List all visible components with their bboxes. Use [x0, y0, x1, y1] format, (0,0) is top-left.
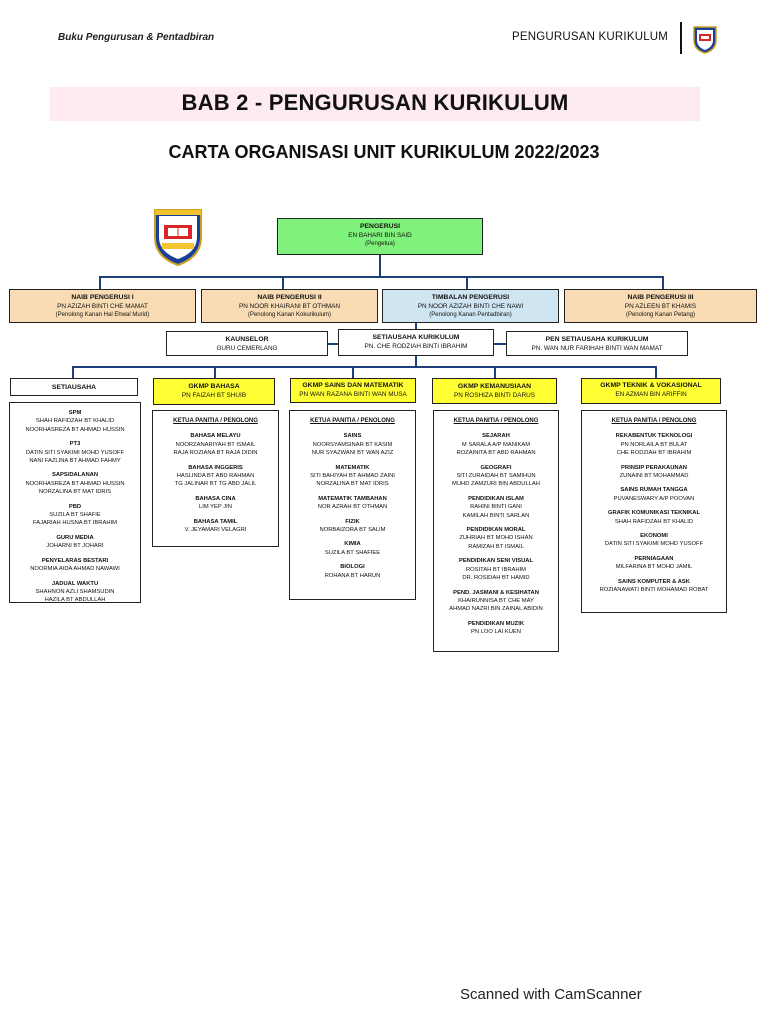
head-name: PN WAN RAZANA BINTI WAN MUSA [299, 391, 407, 398]
deputy-role: NAIB PENGERUSI III [627, 294, 694, 301]
deputy-name: PN NOOR KHAIRANI BT OTHMAN [238, 303, 341, 310]
list-member-name: PN NORLAILA BT BULAT [620, 441, 688, 448]
list-member-name: NOORMIA AIDA AHMAD NAWAWI [30, 566, 120, 573]
list-member-name: SUZILA BT SHAFIE [49, 512, 101, 519]
list-section-title: PRINSIP PERAKAUNAN [621, 464, 687, 471]
deputy-box [9, 289, 196, 323]
list-member-name: NOORHASREZA BT AHMAD HUSSIN [25, 480, 125, 487]
deputy-box [564, 289, 757, 323]
list-section-title: PERNIAGAAN [634, 555, 674, 562]
asst-secretary-role: PEN SETIAUSAHA KURIKULUM [545, 336, 649, 343]
list-section-title: GRAFIK KOMUNIKASI TEKNIKAL [607, 510, 701, 517]
connector-line [494, 343, 506, 345]
list-section-title: BIOLOGI [340, 564, 365, 571]
header-left-text: Buku Pengurusan & Pentadbiran [58, 32, 215, 43]
list-member-name: NOORHASREZA BT AHMAD HUSSIN [25, 426, 125, 433]
list-member-name: KAMILAH BINTI SARLAN [462, 512, 530, 519]
list-section-title: SPM [68, 410, 82, 416]
list-member-name: NUR SYAZWANI BT WAN AZIZ [311, 450, 394, 457]
list-member-name: SHAH RAFIDZAH BT KHALID [614, 518, 694, 525]
deputy-box [382, 289, 559, 323]
list-member-name: RAMIZAH BT ISMAIL [468, 543, 524, 550]
secretary-role: SETIAUSAHA KURIKULUM [372, 334, 460, 341]
counselor-box [166, 331, 328, 356]
list-section-title: PT3 [69, 441, 81, 448]
deputy-note: (Penolong Kanan Hal Ehwal Murid) [55, 312, 150, 318]
deputy-name: PN NOOR AZIZAH BINTI CHE NAWI [417, 303, 524, 310]
list-section-title: BAHASA MELAYU [190, 433, 241, 440]
list-member-name: LIM YEP JIN [199, 504, 232, 511]
list-section-title: SAINS RUMAH TANGGA [620, 487, 688, 494]
list-member-name: NORBAIZORA BT SALIM [319, 527, 386, 534]
head-role: GKMP TEKNIK & VOKASIONAL [600, 382, 702, 389]
chair-note: (Pengetua) [365, 241, 395, 247]
list-section-title: SAPS/DALANAN [51, 472, 99, 479]
head-name: PN ROSHIZA BINTI DARUS [454, 392, 535, 399]
list-member-name: SHAHNON AZLI SHAMSUDIN [35, 588, 115, 595]
list-section-title: PEND. JASMANI & KESIHATAN [453, 589, 539, 596]
list-section-title: GURU MEDIA [56, 534, 94, 541]
list-section-title: GEOGRAFI [480, 464, 512, 471]
head-box-sains [290, 378, 416, 403]
chair-role: PENGERUSI [359, 223, 401, 230]
deputy-note: (Penolong Kanan Petang) [625, 312, 696, 318]
head-name: EN AZMAN BIN ARIFFIN [615, 391, 687, 398]
school-crest-icon [152, 207, 204, 267]
page-subtitle: CARTA ORGANISASI UNIT KURIKULUM 2022/2023 [168, 142, 600, 162]
list-header: KETUA PANITIA / PENOLONG [310, 418, 395, 424]
list-member-name: HASLINDA BT ABD RAHMAN [176, 473, 255, 480]
list-member-name: M SARALA A/P MANIKAM [461, 441, 531, 448]
list-header: KETUA PANITIA / PENOLONG [611, 418, 697, 424]
list-member-name: JOHARNI BT JOHARI [46, 543, 104, 550]
list-member-name: KHAIRUNNISA BT CHE MAY [458, 597, 534, 604]
list-member-name: NORZALINA BT MAT IDRIS [38, 489, 112, 496]
list-section-title: KIMIA [344, 541, 361, 548]
list-member-name: ROZAINITA BT ABD RAHMAN [456, 450, 536, 457]
connector-line [99, 276, 101, 289]
asst-secretary-name: PN. WAN NUR FARIHAH BINTI WAN MAMAT [531, 345, 663, 352]
deputy-role: NAIB PENGERUSI II [257, 294, 322, 301]
kemanusiaan-list [433, 410, 559, 652]
list-member-name: FAJARIAH HUSNA BT IBRAHIM [33, 520, 117, 527]
list-section-title: MATEMATIK [335, 464, 370, 471]
list-member-name: DR. ROSIDAH BT HAMID [462, 575, 530, 582]
list-member-name: MILFARINA BT MOHD JAMIL [615, 564, 693, 571]
list-section-title: SAINS [343, 433, 362, 440]
list-member-name: NORZALINA BT MAT IDRIS [316, 481, 389, 488]
deputy-role: TIMBALAN PENGERUSI [431, 294, 510, 301]
connector-line [282, 276, 284, 289]
connector-line [352, 366, 354, 378]
school-crest-icon [690, 24, 720, 54]
list-section-title: PBD [68, 503, 82, 510]
header-right-text: PENGURUSAN KURIKULUM [512, 31, 669, 43]
list-member-name: DATIN SITI SYAKIMI MOHD YUSOFF [25, 449, 125, 456]
head-name: PN FAIZAH BT SHUIB [181, 392, 247, 399]
list-member-name: SITI ZURAIDAH BT SAMIHUN [456, 473, 536, 480]
deputy-name: PN AZLEEN BT KHAMIS [624, 303, 697, 310]
deputy-note: (Penolong Kanan Kokurikulum) [247, 312, 332, 318]
list-member-name: SHAH RAFIDZAH BT KHALID [35, 418, 115, 425]
list-header: KETUA PANITIA / PENOLONG [173, 418, 258, 424]
list-member-name: ROHANA BT HARUN [324, 572, 381, 579]
list-section-title: PENDIDIKAN SENI VISUAL [458, 558, 534, 565]
head-box-bahasa [153, 378, 275, 405]
list-member-name: RAHINI BINTI GANI [470, 504, 522, 511]
connector-line [662, 276, 664, 289]
list-section-title: SAINS KOMPUTER & ASK [618, 578, 690, 585]
setiausaha-list [9, 402, 141, 603]
list-member-name: ZUNAINI BT MOHAMMAD [619, 473, 689, 480]
connector-line [72, 366, 656, 368]
connector-line [72, 366, 74, 378]
list-section-title: PENDIDIKAN MUZIK [467, 620, 525, 627]
head-role: GKMP SAINS DAN MATEMATIK [302, 382, 404, 389]
list-member-name: SUZILA BT SHAFIEE [324, 549, 381, 556]
bahasa-list [152, 410, 279, 547]
list-member-name: PN LOO LAI KUEN [471, 629, 521, 636]
list-member-name: HAZILA BT ABDULLAH [44, 597, 106, 604]
chair-box [277, 218, 483, 255]
head-box-teknik [581, 378, 721, 404]
asst-secretary-box [506, 331, 688, 356]
list-member-name: NOORSYAMSINAR BT KASIM [312, 441, 393, 448]
list-member-name: SITI BAHIYAH BT AHMAD ZAINI [310, 473, 395, 480]
sains-list [289, 410, 416, 600]
list-member-name: ZUHRIAH BT MOHD ISHAN [459, 535, 533, 542]
counselor-role: KAUNSELOR [225, 336, 269, 343]
page-title: BAB 2 - PENGURUSAN KURIKULUM [181, 90, 569, 115]
list-section-title: MATEMATIK TAMBAHAN [318, 495, 387, 502]
connector-line [379, 255, 381, 277]
deputy-role: NAIB PENGERUSI I [71, 294, 134, 301]
scanner-watermark: Scanned with CamScanner [460, 986, 642, 1003]
list-member-name: DATIN SITI SYAKIMI MOHD YUSOFF [604, 541, 704, 548]
list-member-name: CHE RODZIAH BT IBRAHIM [616, 450, 692, 457]
list-member-name: MUHD ZAMZURI BIN ABDULLAH [452, 481, 540, 488]
list-section-title: JADUAL WAKTU [51, 580, 99, 587]
list-member-name: AHMAD NAZRI BIN ZAINAL ABIDIN [449, 606, 543, 613]
connector-line [214, 366, 216, 378]
list-header: KETUA PANITIA / PENOLONG [453, 418, 539, 424]
counselor-name: GURU CEMERLANG [216, 345, 278, 352]
connector-line [99, 276, 663, 278]
list-member-name: NOR AZRAH BT OTHMAN [317, 504, 388, 511]
list-section-title: SEJARAH [482, 433, 510, 440]
connector-line [655, 366, 657, 378]
list-member-name: PUVANESWARY A/P POOVAN [613, 495, 695, 502]
list-section-title: BAHASA TAMIL [193, 518, 238, 525]
connector-line [494, 366, 496, 378]
list-section-title: REKABENTUK TEKNOLOGI [615, 433, 693, 440]
deputy-name: PN AZIZAH BINTI CHE MAMAT [57, 303, 148, 310]
chair-name: EN BAHARI BIN SAID [348, 232, 412, 239]
list-member-name: RAJA ROZIANA BT RAJA DIDIN [173, 450, 258, 457]
connector-line [328, 343, 338, 345]
header-divider [680, 22, 682, 54]
list-section-title: BAHASA INGGERIS [188, 464, 243, 471]
list-member-name: ROZIANAWATI BINTI MOHAMAD ROBAT [599, 587, 709, 594]
secretary-name: PN. CHE RODZIAH BINTI IBRAHIM [364, 343, 468, 350]
deputy-box [201, 289, 378, 323]
head-role: SETIAUSAHA [51, 384, 97, 391]
head-role: GKMP BAHASA [188, 383, 240, 390]
list-section-title: PENDIDIKAN ISLAM [468, 495, 524, 502]
list-member-name: ROSITAH BT IBRAHIM [465, 566, 526, 573]
list-section-title: PENYELARAS BESTARI [41, 557, 109, 564]
list-member-name: TG JALINAR BT TG ABD JALIL [174, 481, 257, 488]
list-member-name: NOORZANARIYAH BT ISMAIL [175, 441, 256, 448]
connector-line [466, 276, 468, 289]
deputy-note: (Penolong Kanan Pentadbiran) [429, 312, 512, 318]
list-section-title: FIZIK [345, 518, 360, 525]
head-box-kemanusiaan [432, 378, 557, 404]
list-section-title: EKONOMI [640, 533, 668, 540]
teknik-list [581, 410, 727, 613]
head-role: GKMP KEMANUSIAAN [457, 383, 532, 390]
list-section-title: BAHASA CINA [195, 495, 236, 502]
head-box-setiausaha [10, 378, 138, 396]
list-section-title: PENDIDIKAN MORAL [466, 527, 526, 534]
secretary-box [338, 329, 494, 356]
list-member-name: V. JEYAMARI VELAGRI [184, 527, 247, 534]
list-member-name: NANI FAZLINA BT AHMAD FAHMY [29, 458, 121, 465]
